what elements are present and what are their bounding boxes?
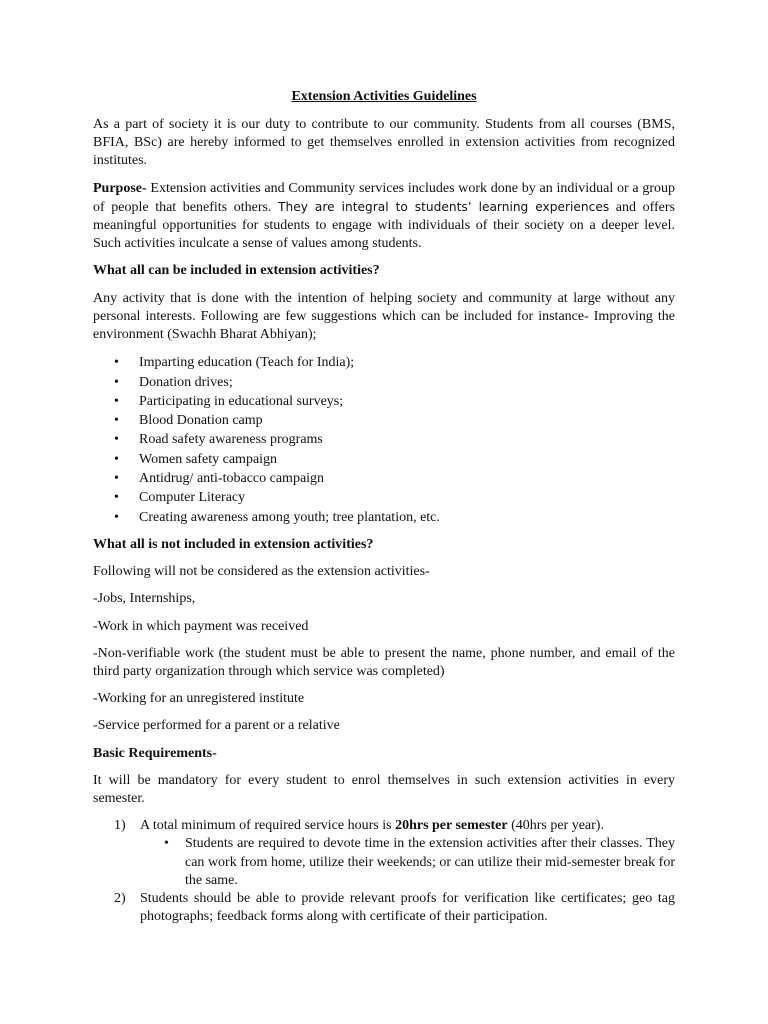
included-list [93,353,675,527]
page-title: Extension Activities Guidelines [291,89,477,104]
purpose-text-2: and offers meaningful opportunities for students to engage with individuals of their society on a deeper level. Such activities inculcate a sense of values among students. [93,199,675,252]
list-item: -Service performed for a parent or a relative [93,718,340,734]
purpose-label: Purpose- [93,180,147,196]
list-item: -Non-verifiable work (the student must be able to present the name, phone number, and email of the third party organization through which service was completed) [93,645,675,679]
list-item: • Blood Donation camp [93,411,675,430]
requirement-sublist [140,835,675,890]
included-intro: Any activity that is done with the intention of helping society and community at large without any personal interests. Following are few suggestions which can be included for instance- Improving the environment (Swachh Bharat Abhiyan); [93,290,675,343]
included-heading: What all can be included in extension activities? [93,263,380,279]
requirement-text: Students should be able to provide relevant proofs for verification like certificates; geo tag photographs; feedback forms along with certificate of their participation. [140,890,675,925]
purpose-text-alt: They are integral to students’ learning experiences [278,199,610,214]
intro-paragraph: As a part of society it is our duty to contribute to our community. Students from all courses (BMS, BFIA, BSc) are hereby informed to get themselves enrolled in extension activities from recognized institutes. [93,117,675,169]
requirement-text-pre: A total minimum of required service hours is [140,818,396,834]
not-included-list [93,563,675,735]
not-included-heading: What all is not included in extension activities? [93,536,374,552]
list-item: • Road safety awareness programs [93,430,675,449]
requirement-number: 2) [114,890,126,906]
requirements-list [93,817,675,926]
list-item: • Antidrug/ anti-tobacco campaign [93,469,675,488]
list-item: • Donation drives; [93,373,675,392]
purpose-text-1: Extension activities and Community services includes work done by an individual or a group of people that benefits others. [93,180,675,215]
requirement-item-1 [93,817,675,890]
list-item: -Working for an unregistered institute [93,691,305,707]
list-item: -Jobs, Internships, [93,591,196,607]
list-item: • Students are required to devote time in the extension activities after their classes. They can work from home, utilize their weekends; or can utilize their mid-semester break for the same. [140,835,675,890]
purpose-paragraph [93,180,675,254]
list-item: • Participating in educational surveys; [93,392,675,411]
list-item: • Creating awareness among youth; tree plantation, etc. [93,508,675,527]
requirements-intro: It will be mandatory for every student to enrol themselves in such extension activities in every semester. [93,772,675,806]
list-item: -Work in which payment was received [93,618,309,634]
requirements-heading: Basic Requirements- [93,745,217,761]
not-included-intro: Following will not be considered as the extension activities- [93,564,430,580]
requirement-number: 1) [114,818,126,834]
list-item: • Computer Literacy [93,488,675,507]
requirement-item-2 [93,890,675,926]
list-item: • Imparting education (Teach for India); [93,353,675,372]
requirement-text-post: (40hrs per year). [507,818,604,834]
list-item: • Women safety campaign [93,450,675,469]
requirement-hours: 20hrs per semester [395,818,508,834]
